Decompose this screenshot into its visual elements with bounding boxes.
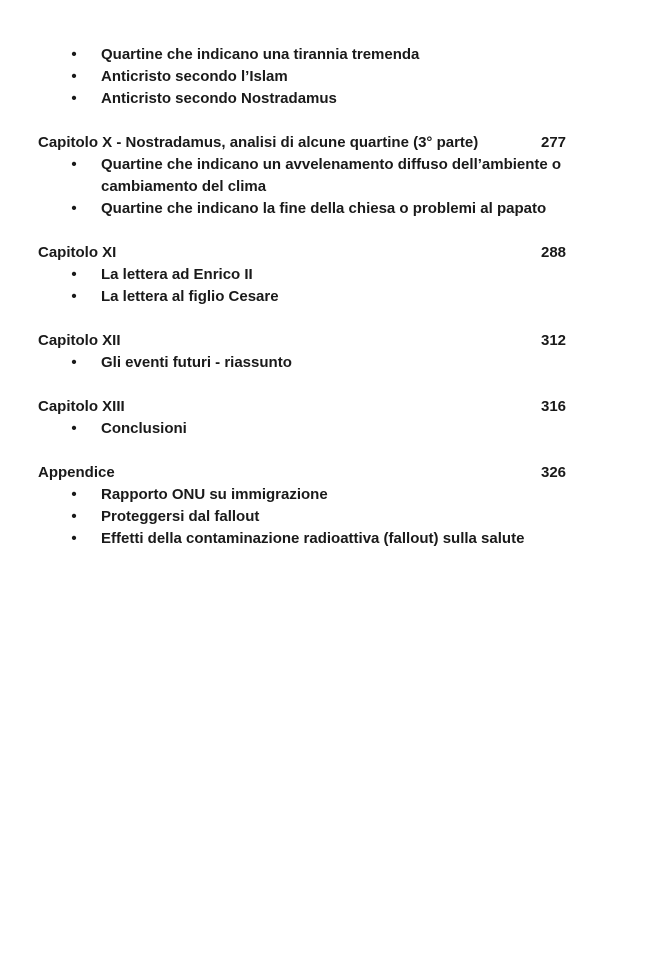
- toc-item-text: Quartine che indicano la fine della chiesa o problemi al papato: [101, 200, 547, 217]
- toc-item-text: Anticristo secondo Nostradamus: [101, 90, 337, 107]
- chapter-page-number: 326: [541, 464, 567, 481]
- toc-list-item: [0, 66, 647, 88]
- chapter-heading: [0, 396, 647, 418]
- toc-item-text: Quartine che indicano un avvelenamento diffuso dell’ambiente o cambiamento del clima: [101, 156, 562, 195]
- toc-list-item: [0, 264, 647, 286]
- chapter-heading: [0, 242, 647, 264]
- bullet-icon: •: [71, 90, 77, 107]
- toc-item-text: Effetti della contaminazione radioattiva (fallout) sulla salute: [101, 530, 525, 547]
- toc-section: [0, 242, 647, 308]
- toc-list-item: [0, 418, 647, 440]
- toc-section: [0, 44, 647, 110]
- toc-section: [0, 330, 647, 374]
- toc-list-item: [0, 528, 647, 550]
- toc-list-item: [0, 506, 647, 528]
- chapter-heading: [0, 330, 647, 352]
- toc-section: [0, 396, 647, 440]
- bullet-icon: •: [71, 486, 77, 503]
- chapter-page-number: 277: [541, 134, 567, 151]
- toc-list-item: [0, 154, 647, 198]
- toc-item-text: Gli eventi futuri - riassunto: [101, 354, 292, 371]
- bullet-icon: •: [71, 46, 77, 63]
- chapter-heading: [0, 462, 647, 484]
- chapter-title: Capitolo XIII: [38, 398, 125, 415]
- toc-list-item: [0, 88, 647, 110]
- toc-item-text: Proteggersi dal fallout: [101, 508, 260, 525]
- bullet-icon: •: [71, 420, 77, 437]
- chapter-heading: [0, 132, 647, 154]
- bullet-icon: •: [71, 530, 77, 547]
- toc-list-item: [0, 484, 647, 506]
- chapter-title: Capitolo X - Nostradamus, analisi di alcune quartine (3° parte): [38, 134, 479, 151]
- chapter-title: Capitolo XI: [38, 244, 117, 261]
- toc-item-text: La lettera al figlio Cesare: [101, 288, 279, 305]
- toc-list-item: [0, 44, 647, 66]
- toc-item-text: Quartine che indicano una tirannia tremenda: [101, 46, 420, 63]
- toc-list-item: [0, 198, 647, 220]
- bullet-icon: •: [71, 156, 77, 173]
- table-of-contents: [0, 44, 647, 572]
- toc-section: [0, 462, 647, 550]
- bullet-icon: •: [71, 200, 77, 217]
- toc-item-text: Anticristo secondo l’Islam: [101, 68, 288, 85]
- bullet-icon: •: [71, 68, 77, 85]
- toc-item-text: Conclusioni: [101, 420, 187, 437]
- chapter-page-number: 316: [541, 398, 567, 415]
- bullet-icon: •: [71, 288, 77, 305]
- toc-list-item: [0, 286, 647, 308]
- chapter-title: Capitolo XII: [38, 332, 121, 349]
- bullet-icon: •: [71, 508, 77, 525]
- chapter-page-number: 312: [541, 332, 567, 349]
- bullet-icon: •: [71, 266, 77, 283]
- bullet-icon: •: [71, 354, 77, 371]
- toc-item-text: La lettera ad Enrico II: [101, 266, 253, 283]
- toc-item-text: Rapporto ONU su immigrazione: [101, 486, 328, 503]
- toc-list-item: [0, 352, 647, 374]
- toc-section: [0, 132, 647, 220]
- chapter-title: Appendice: [38, 464, 115, 481]
- chapter-page-number: 288: [541, 244, 567, 261]
